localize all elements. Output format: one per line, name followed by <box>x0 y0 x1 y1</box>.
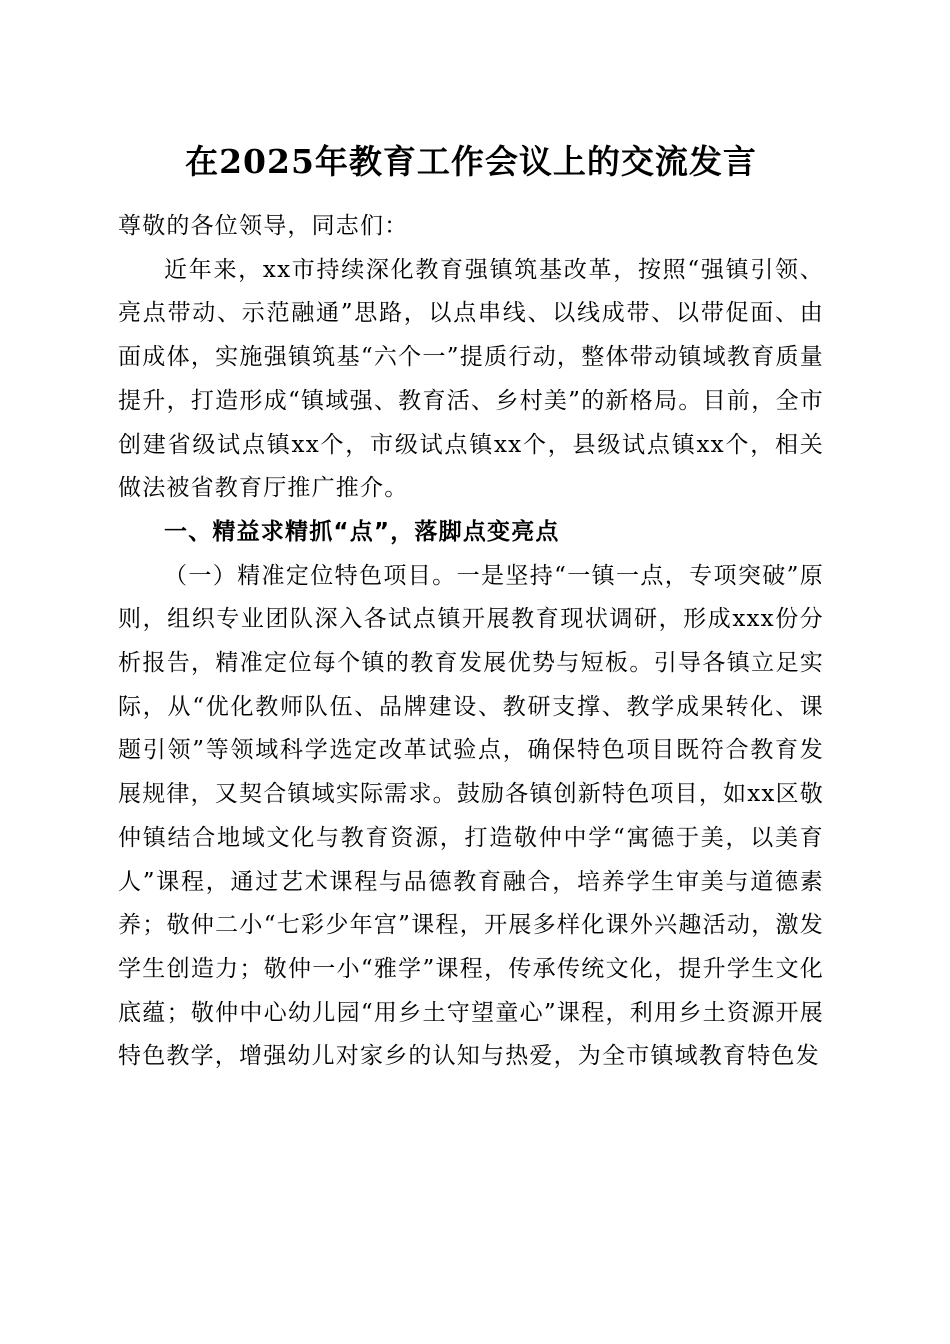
document-title: 在2025年教育工作会议上的交流发言 <box>185 142 757 181</box>
salutation: 尊敬的各位领导，同志们： <box>118 213 409 239</box>
section-heading: 一、精益求精抓“点”，落脚点变亮点 <box>164 518 560 545</box>
section-paragraph: （一）精准定位特色项目。一是坚持“一镇一点，专项突破”原则，组织专业团队深入各试点镇开展教育现状调研，形成xxx份分析报告，精准定位每个镇的教育发展优势与短板。引导各镇立足实际，从“优化教师队伍、品牌建设、教研支撑、教学成果转化、课题引领”等领域科学选定改革试验点，确保特色项目既符合教育发展规律，又契合镇域实际需求。鼓励各镇创新特色项目，如xx区敬仲镇结合地域文化与教育资源，打造敬仲中学“寓德于美，以美育人”课程，通过艺术课程与品德教育融合，培养学生审美与道德素养；敬仲二小“七彩少年宫”课程，开展多样化课外兴趣活动，激发学生创造力；敬仲一小“雅学”课程，传承传统文化，提升学生文化底蕴；敬仲中心幼儿园“用乡土守望童心”课程，利用乡土资源开展特色教学，增强幼儿对家乡的认知与热爱，为全市镇域教育特色发 <box>118 562 824 1070</box>
document-body <box>118 205 824 1079</box>
document-page <box>118 0 824 1344</box>
intro-paragraph: 近年来，xx市持续深化教育强镇筑基改革，按照“强镇引领、亮点带动、示范融通”思路，以点串线、以线成带、以带促面、由面成体，实施强镇筑基“六个一”提质行动，整体带动镇域教育质量提升，打造形成“镇域强、教育活、乡村美”的新格局。目前，全市创建省级试点镇xx个，市级试点镇xx个，县级试点镇xx个，相关做法被省教育厅推广推介。 <box>118 256 824 502</box>
